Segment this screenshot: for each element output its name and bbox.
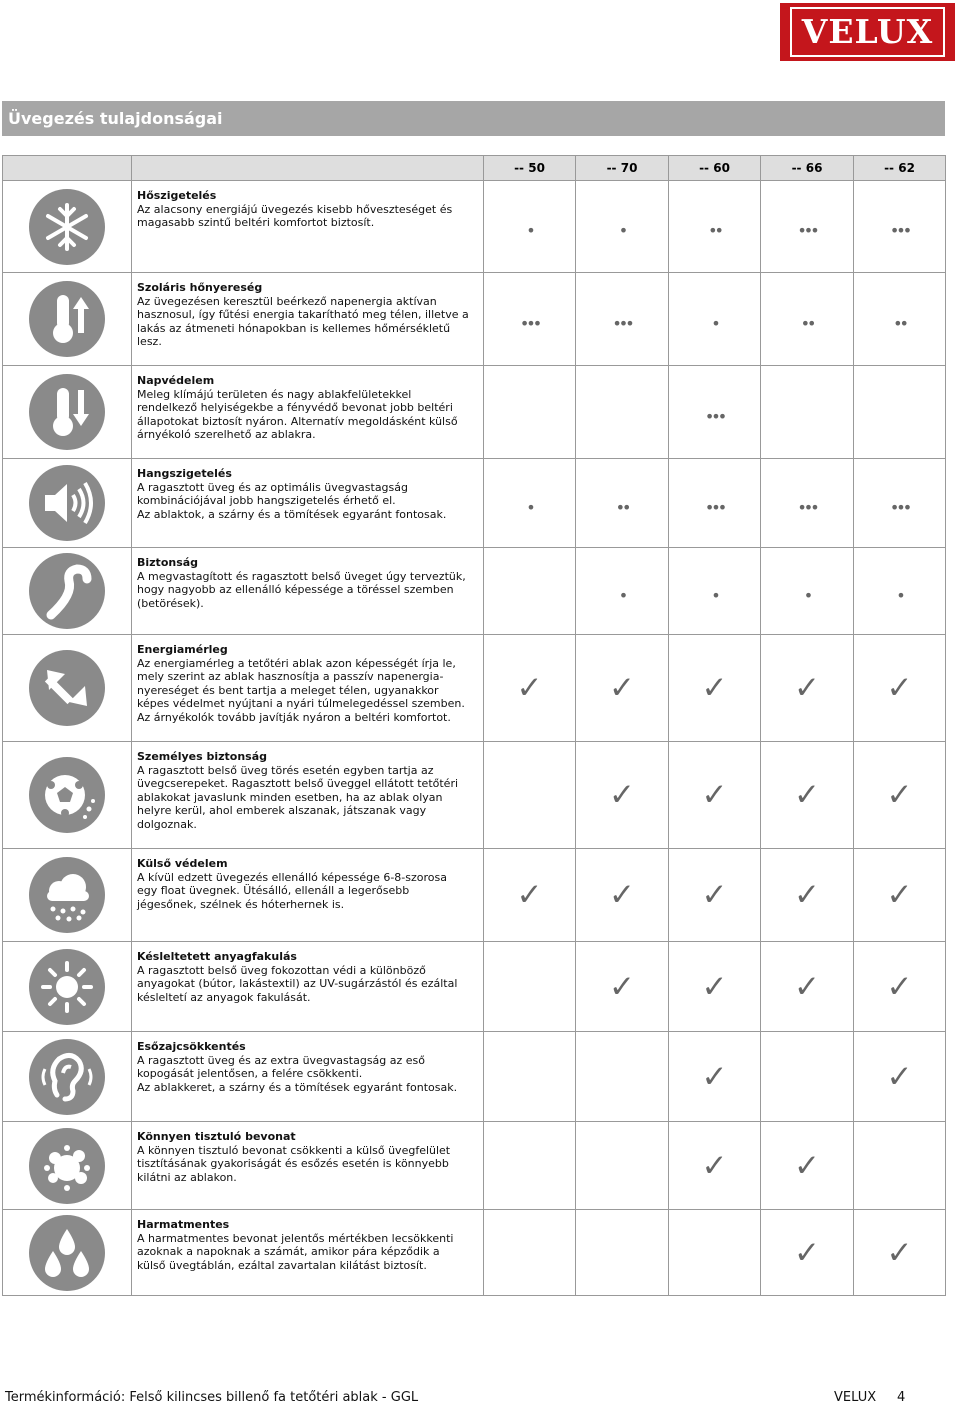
value-cell [576, 181, 669, 273]
icon-cell [3, 742, 132, 849]
value-cell [761, 742, 854, 849]
value-cell [669, 1122, 761, 1210]
property-title: Szoláris hőnyereség [137, 281, 263, 294]
property-description: Az alacsony energiájú üvegezés kisebb hőveszteséget és magasabb szintű beltéri komfortot biztosít. [137, 202, 453, 230]
table-row [3, 849, 946, 942]
snowflake-icon [29, 189, 105, 265]
value-cell [669, 459, 761, 548]
value-cell [576, 459, 669, 548]
table-header-row [3, 156, 946, 181]
footer-brand: VELUX [834, 1390, 877, 1405]
property-title: Hőszigetelés [137, 189, 217, 202]
value-cell [854, 273, 946, 366]
value-cell [669, 942, 761, 1032]
velux-logo [780, 3, 955, 61]
icon-cell [3, 1032, 132, 1122]
rating-dots: ••• [612, 313, 632, 333]
checkmark-icon: ✓ [794, 968, 820, 1005]
property-title: Energiamérleg [137, 643, 228, 656]
table-row [3, 1032, 946, 1122]
footer-product-info: Termékinformáció: Felső kilincses billenő fa tetőtéri ablak - GGL [5, 1390, 419, 1405]
description-cell [132, 459, 484, 548]
value-cell [761, 1032, 854, 1122]
description-cell [132, 181, 484, 273]
rating-dots: •• [800, 313, 814, 333]
value-cell [484, 742, 576, 849]
value-cell [669, 181, 761, 273]
rating-dots: • [526, 221, 533, 240]
checkmark-icon: ✓ [701, 670, 728, 706]
description-cell [132, 273, 484, 366]
value-cell [576, 1210, 669, 1296]
value-cell [484, 942, 576, 1032]
rating-dots: • [711, 585, 718, 605]
speaker-icon [29, 465, 105, 541]
value-cell [669, 273, 761, 366]
rating-dots: •• [615, 497, 629, 517]
value-cell [669, 548, 761, 635]
checkmark-icon: ✓ [886, 777, 913, 813]
value-cell [669, 1210, 761, 1296]
rating-dots: • [526, 497, 533, 517]
hail-cloud-icon [29, 857, 105, 933]
property-title: Külső védelem [137, 857, 228, 870]
description-cell [132, 1032, 484, 1122]
checkmark-icon: ✓ [701, 1058, 728, 1095]
value-cell [854, 366, 946, 459]
value-cell [484, 849, 576, 942]
thermometer-down-icon [29, 374, 105, 450]
rating-dots: ••• [889, 497, 910, 517]
value-cell [576, 942, 669, 1032]
checkmark-icon: ✓ [886, 1234, 913, 1271]
checkmark-icon: ✓ [794, 1147, 820, 1184]
value-cell [576, 849, 669, 942]
value-cell [761, 181, 854, 273]
icon-cell [3, 635, 132, 742]
rating-dots: ••• [889, 221, 910, 240]
table-row [3, 181, 946, 273]
rating-dots: • [896, 585, 903, 605]
icon-cell [3, 849, 132, 942]
value-cell [854, 635, 946, 742]
checkmark-icon: ✓ [609, 968, 635, 1005]
value-cell [761, 1122, 854, 1210]
description-cell [132, 1122, 484, 1210]
value-cell [854, 1032, 946, 1122]
property-title: Napvédelem [137, 374, 215, 387]
rating-dots: • [711, 313, 718, 333]
value-cell [854, 1210, 946, 1296]
table-row [3, 273, 946, 366]
property-description: A megvastagított és ragasztott belső üveget úgy terveztük, hogy nagyobb az ellenálló képessége a töréssel szemben (betörések). [137, 569, 466, 610]
icon-cell [3, 181, 132, 273]
table-row [3, 459, 946, 548]
property-description: A harmatmentes bevonat jelentős mértékben lecsökkenti azoknak a napoknak a számát, amikor pára képződik a külső üvegtáblán, ezáltal zavartalan kilátást biztosít. [137, 1231, 454, 1272]
icon-cell [3, 548, 132, 635]
rating-dots: ••• [797, 221, 817, 240]
value-cell [761, 849, 854, 942]
checkmark-icon: ✓ [516, 670, 543, 706]
table-row [3, 635, 946, 742]
checkmark-icon: ✓ [609, 877, 635, 913]
checkmark-icon: ✓ [886, 670, 913, 706]
table-row [3, 1210, 946, 1296]
description-cell [132, 849, 484, 942]
thermometer-up-icon [29, 281, 105, 357]
property-description: A kívül edzett üvegezés ellenálló képessége 6-8-szorosa egy float üvegnek. Ütésálló, ellenáll a legerősebb jégesőnek, szélnek és hóterhernek is. [137, 870, 447, 911]
value-cell [576, 366, 669, 459]
value-cell [576, 1122, 669, 1210]
checkmark-icon: ✓ [886, 877, 913, 913]
energy-arrows-icon [29, 650, 105, 726]
value-cell [669, 742, 761, 849]
table-row [3, 366, 946, 459]
value-cell [761, 1210, 854, 1296]
checkmark-icon: ✓ [794, 777, 820, 813]
description-cell [132, 1210, 484, 1296]
rating-dots: ••• [519, 313, 540, 333]
icon-cell [3, 273, 132, 366]
value-cell [484, 1032, 576, 1122]
property-description: Meleg klímájú területen és nagy ablakfelületekkel rendelkező helyiségekbe a fényvédő bevonat jobb beltéri állapotokat biztosít nyáron. Alternatív megoldásként külső árnyékoló szerelhető az ablakra. [137, 387, 458, 442]
crowbar-icon [29, 553, 105, 629]
sun-icon [29, 949, 105, 1025]
checkmark-icon: ✓ [701, 877, 728, 913]
properties-table [2, 155, 946, 1296]
header-blank [132, 156, 484, 181]
table-row [3, 548, 946, 635]
checkmark-icon: ✓ [701, 968, 728, 1005]
header-blank [3, 156, 132, 181]
icon-cell [3, 1122, 132, 1210]
checkmark-icon: ✓ [886, 968, 913, 1005]
checkmark-icon: ✓ [794, 1234, 820, 1271]
rating-dots: • [618, 221, 626, 240]
checkmark-icon: ✓ [701, 777, 728, 813]
description-cell [132, 742, 484, 849]
column-header: -- 60 [669, 156, 761, 181]
property-description: A ragasztott üveg és az optimális üvegvastagság kombinációjával jobb hangszigetelés érhető el. Az ablaktok, a szárny és a tömítések egyaránt fontosak. [137, 480, 447, 521]
property-title: Személyes biztonság [137, 750, 268, 763]
property-title: Esőzajcsökkentés [137, 1040, 246, 1053]
rating-dots: ••• [704, 406, 725, 426]
value-cell [854, 942, 946, 1032]
property-title: Könnyen tisztuló bevonat [137, 1130, 296, 1143]
icon-cell [3, 942, 132, 1032]
checkmark-icon: ✓ [609, 670, 635, 706]
splash-icon [29, 1128, 105, 1204]
checkmark-icon: ✓ [516, 877, 543, 913]
property-title: Biztonság [137, 556, 199, 569]
property-description: Az üvegezésen keresztül beérkező napenergia aktívan hasznosul, így fűtési energia takarítható meg télen, illetve a lakás az átmeneti hónapokban is kellemes hőmérsékletű lesz. [137, 294, 469, 349]
table-row [3, 942, 946, 1032]
section-title: Üvegezés tulajdonságai [2, 101, 945, 136]
value-cell [484, 1210, 576, 1296]
value-cell [761, 366, 854, 459]
property-description: Az energiamérleg a tetőtéri ablak azon képességét írja le, mely szerint az ablak hasznosítja a passzív napenergia- nyereséget és bent tartja a meleget télen, ugyanakkor képes védelmet nyújtani a nyári túlmelegedéssel szemben. Az árnyékolók tovább javítják nyáron a beltéri komfortot. [137, 656, 465, 724]
logo-text: VELUX [790, 7, 946, 57]
droplets-icon [29, 1215, 105, 1291]
value-cell [484, 459, 576, 548]
checkmark-icon: ✓ [794, 670, 820, 706]
value-cell [576, 548, 669, 635]
property-description: A ragasztott belső üveg fokozottan védi a különböző anyagokat (bútor, lakástextil) az UV-sugárzástól és ezáltal késleltetí az anyagok fakulását. [137, 963, 458, 1004]
value-cell [761, 548, 854, 635]
value-cell [576, 273, 669, 366]
value-cell [854, 849, 946, 942]
description-cell [132, 548, 484, 635]
column-header: -- 66 [761, 156, 854, 181]
property-title: Harmatmentes [137, 1218, 230, 1231]
value-cell [484, 181, 576, 273]
rating-dots: • [803, 585, 811, 605]
column-header: -- 50 [484, 156, 576, 181]
value-cell [484, 635, 576, 742]
value-cell [761, 635, 854, 742]
table-row [3, 742, 946, 849]
table-row [3, 1122, 946, 1210]
value-cell [669, 635, 761, 742]
value-cell [484, 1122, 576, 1210]
rating-dots: •• [708, 221, 721, 240]
rating-dots: • [618, 585, 626, 605]
value-cell [576, 742, 669, 849]
icon-cell [3, 1210, 132, 1296]
value-cell [576, 1032, 669, 1122]
checkmark-icon: ✓ [886, 1058, 913, 1095]
checkmark-icon: ✓ [794, 877, 820, 913]
value-cell [484, 366, 576, 459]
property-description: A könnyen tisztuló bevonat csökkenti a külső üvegfelület tisztításának gyakoriságát és esőzés esetén is könnyebb kilátni az ablakon. [137, 1143, 451, 1184]
value-cell [854, 459, 946, 548]
icon-cell [3, 366, 132, 459]
value-cell [854, 548, 946, 635]
property-title: Hangszigetelés [137, 467, 232, 480]
column-header: -- 70 [576, 156, 669, 181]
rating-dots: ••• [704, 497, 725, 517]
value-cell [669, 849, 761, 942]
value-cell [854, 181, 946, 273]
property-description: A ragasztott belső üveg törés esetén egyben tartja az üvegcserepeket. Ragasztott belső üveggel ellátott tetőtéri ablakokat javaslunk minden esetben, ha az ablak olyan helyre kerül, ahol emberek alszanak, játszanak vagy dolgoznak. [137, 763, 459, 831]
rating-dots: •• [893, 313, 906, 333]
ear-icon [29, 1039, 105, 1115]
value-cell [669, 1032, 761, 1122]
value-cell [854, 1122, 946, 1210]
description-cell [132, 366, 484, 459]
rating-dots: ••• [797, 497, 817, 517]
description-cell [132, 635, 484, 742]
value-cell [761, 273, 854, 366]
property-title: Késleltetett anyagfakulás [137, 950, 297, 963]
value-cell [484, 273, 576, 366]
value-cell [761, 459, 854, 548]
page-number: 4 [897, 1390, 906, 1405]
description-cell [132, 942, 484, 1032]
checkmark-icon: ✓ [701, 1147, 728, 1184]
icon-cell [3, 459, 132, 548]
value-cell [854, 742, 946, 849]
value-cell [576, 635, 669, 742]
value-cell [484, 548, 576, 635]
value-cell [761, 942, 854, 1032]
column-header: -- 62 [854, 156, 946, 181]
ball-icon [29, 757, 105, 833]
property-description: A ragasztott üveg és az extra üvegvastagság az eső kopogását jelentősen, a felére csökkenti. Az ablakkeret, a szárny és a tömítések egyaránt fontosak. [137, 1053, 458, 1094]
value-cell [669, 366, 761, 459]
checkmark-icon: ✓ [609, 777, 635, 813]
